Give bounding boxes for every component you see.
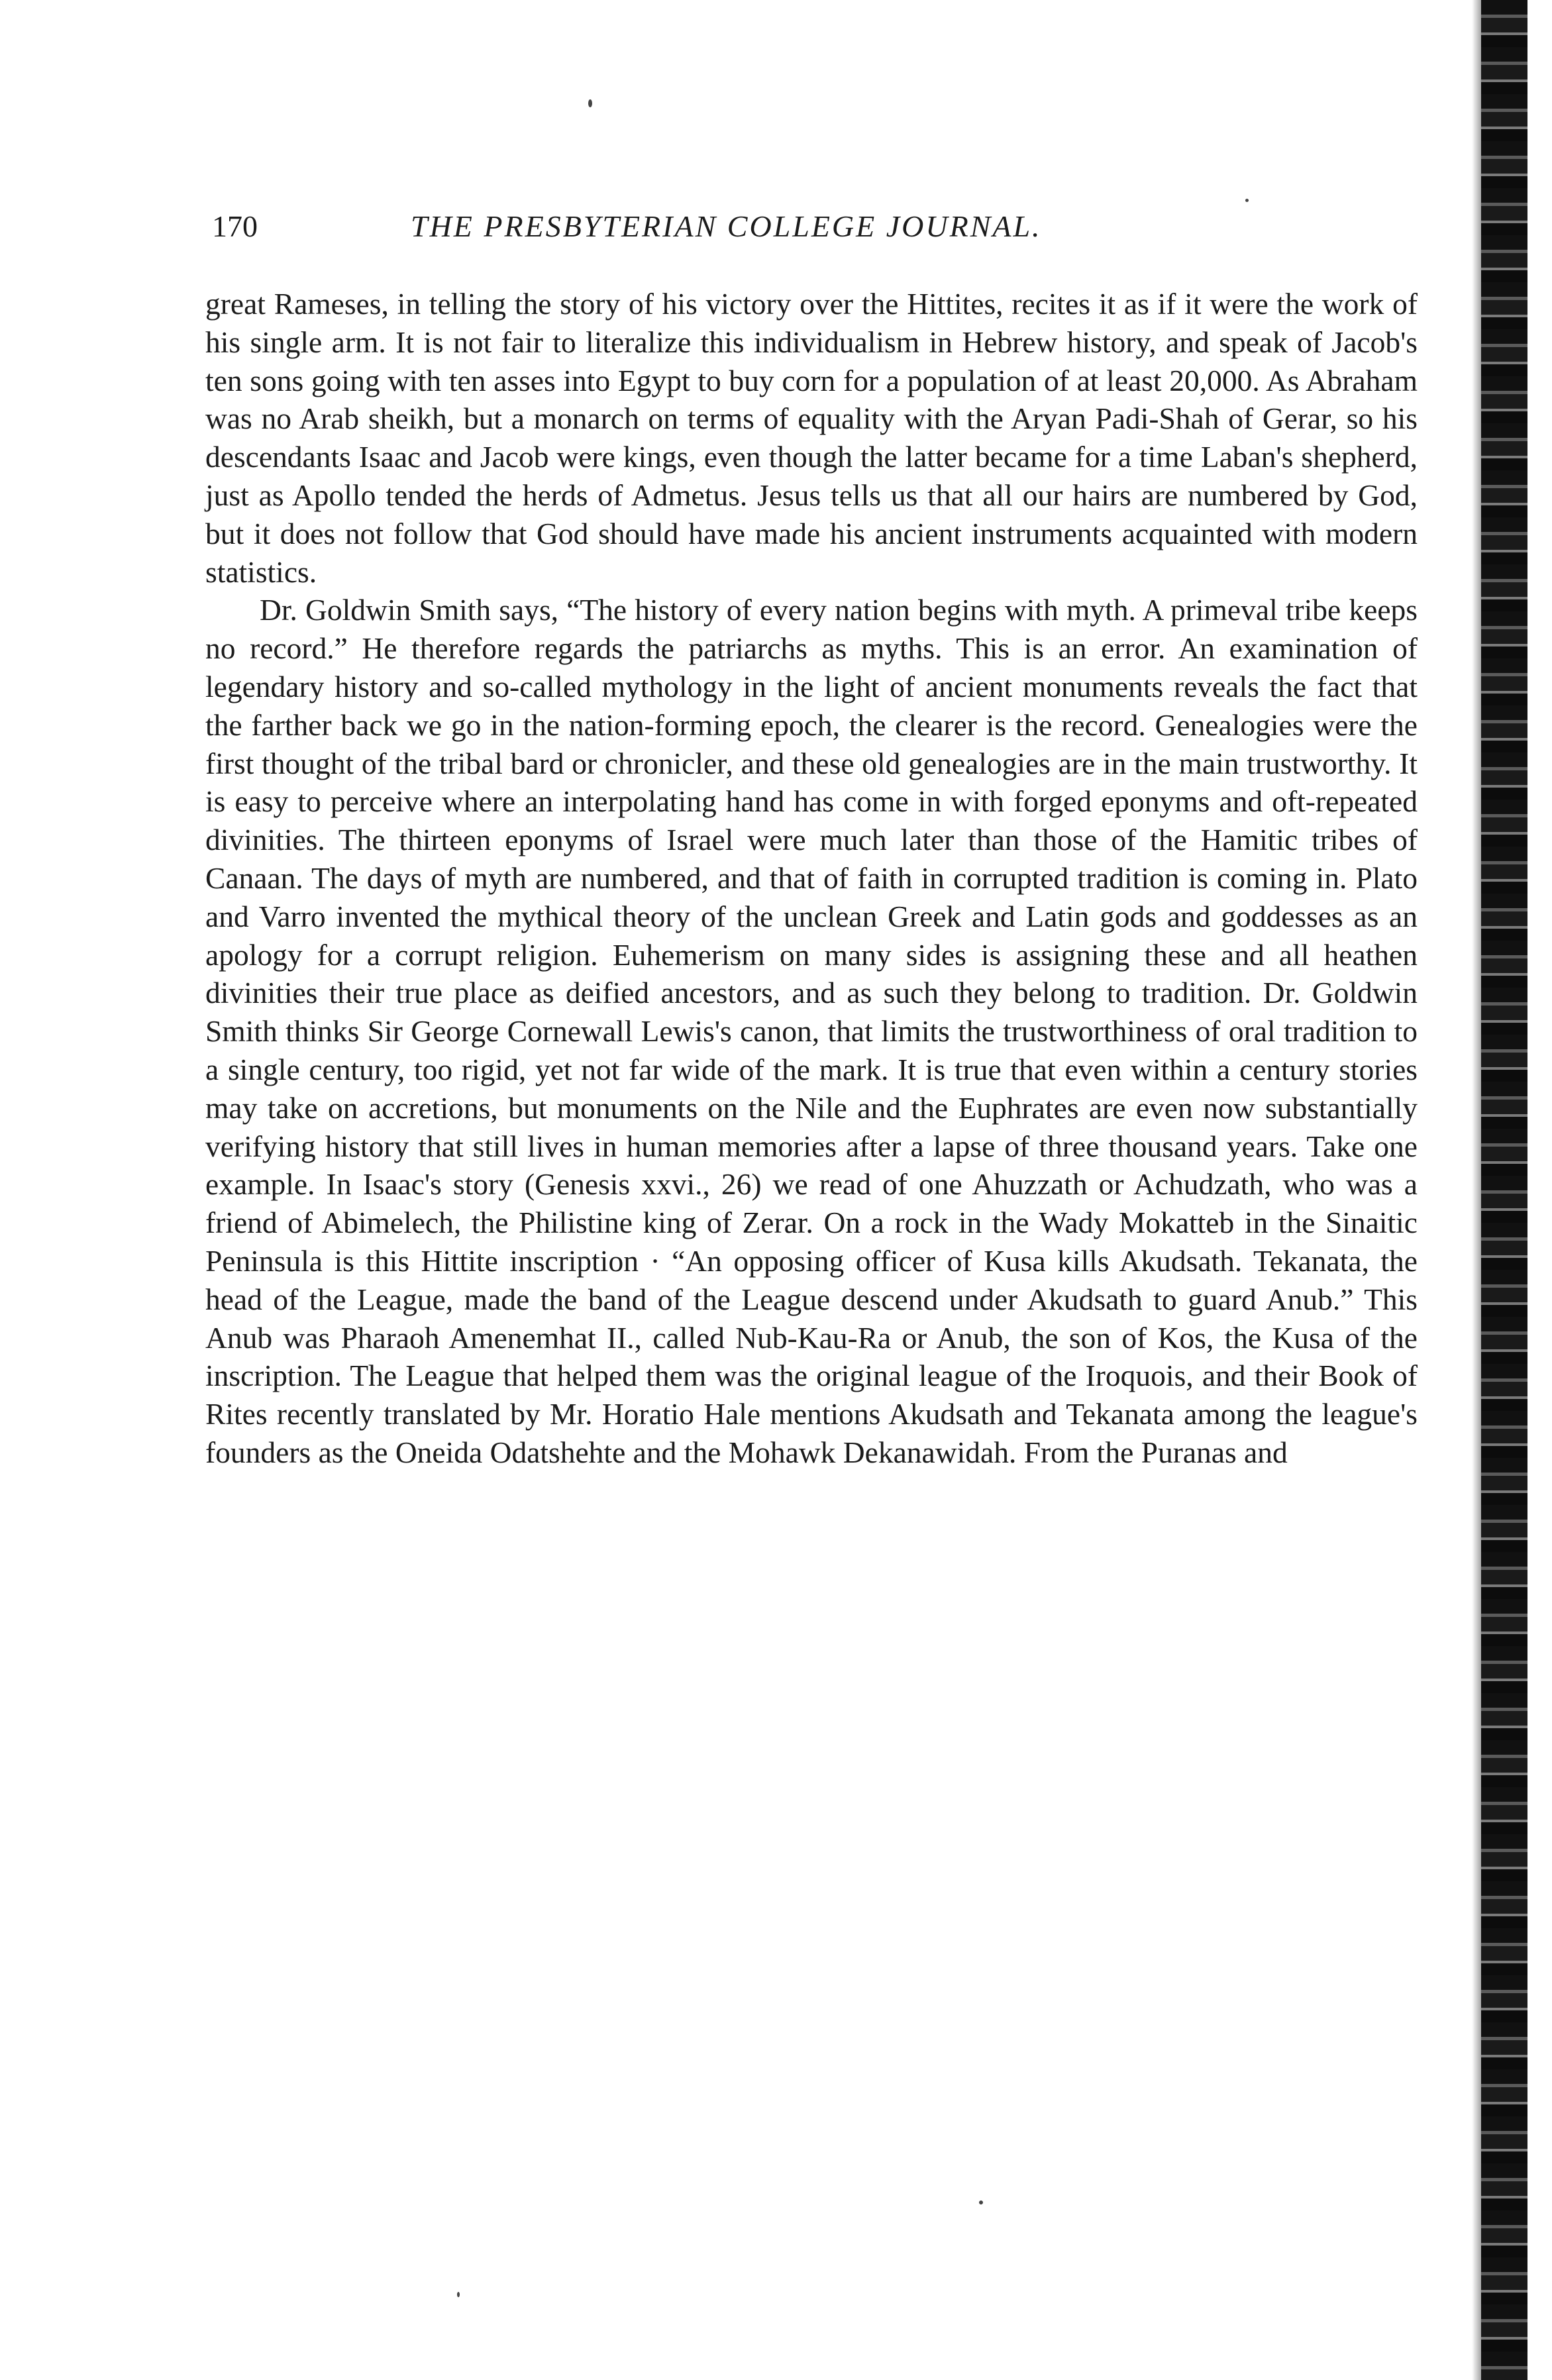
scanned-binding-edge	[1481, 0, 1527, 2380]
page-header	[212, 207, 1418, 246]
paragraph: Dr. Goldwin Smith says, “The history of every nation begins with myth. A primeval tribe keeps no record.” He therefore regards the patriarchs as myths. This is an error. An examination of legendary history and so-called mythology in the light of ancient monuments reveals the fact that the farther back we go in the nation-forming epoch, the clearer is the record. Genealogies were the first thought of the tribal bard or chronicler, and these old genealogies are in the main trustworthy. It is easy to perceive where an interpolating hand has come in with forged eponyms and oft-repeated divinities. The thirteen eponyms of Israel were much later than those of the Hamitic tribes of Canaan. The days of myth are numbered, and that of faith in corrupted tradition is coming in. Plato and Varro invented the mythical theory of the unclean Greek and Latin gods and goddesses as an apology for a corrupt religion. Euhemerism on many sides is assigning these and all heathen divinities their true place as deified ancestors, and as such they belong to tradition. Dr. Goldwin Smith thinks Sir George Cornewall Lewis's canon, that limits the trustworthiness of oral tradition to a single century, too rigid, yet not far wide of the mark. It is true that even within a century stories may take on accretions, but monuments on the Nile and the Euphrates are even now substantially verifying history that still lives in human memories after a lapse of three thousand years. Take one example. In Isaac's story (Genesis xxvi., 26) we read of one Ahuzzath or Achudzath, who was a friend of Abimelech, the Philistine king of Zerar. On a rock in the Wady Mokatteb in the Sinaitic Peninsula is this Hittite inscription · “An opposing officer of Kusa kills Akudsath. Tekanata, the head of the League, made the band of the League descend under Akudsath to guard Anub.” This Anub was Pharaoh Amenemhat II., called Nub-Kau-Ra or Anub, the son of Kos, the Kusa of the inscription. The League that helped them was the original league of the Iroquois, and their Book of Rites recently translated by Mr. Horatio Hale mentions Akudsath and Tekanata among the league's founders as the Oneida Odatshehte and the Mohawk Dekanawidah. From the Puranas and	[205, 593, 1418, 1469]
page-number: 170	[212, 209, 258, 243]
body-text	[205, 285, 1418, 1472]
scan-speck	[979, 2200, 983, 2204]
scan-shadow	[1472, 0, 1481, 2380]
paragraph: great Rameses, in telling the story of his victory over the Hittites, recites it as if it were the work of his single arm. It is not fair to literalize this individualism in Hebrew history, and speak of Jacob's ten sons going with ten asses into Egypt to buy corn for a population of at least 20,000. As Abraham was no Arab sheikh, but a monarch on terms of equality with the Aryan Padi-Shah of Gerar, so his descendants Isaac and Jacob were kings, even though the latter became for a time Laban's shepherd, just as Apollo tended the herds of Admetus. Jesus tells us that all our hairs are numbered by God, but it does not follow that God should have made his ancient instruments acquainted with modern statistics.	[205, 287, 1418, 589]
running-title: THE PRESBYTERIAN COLLEGE JOURNAL.	[411, 209, 1042, 243]
scan-speck	[457, 2292, 460, 2297]
scan-speck	[588, 99, 592, 107]
scan-speck	[1245, 199, 1249, 202]
